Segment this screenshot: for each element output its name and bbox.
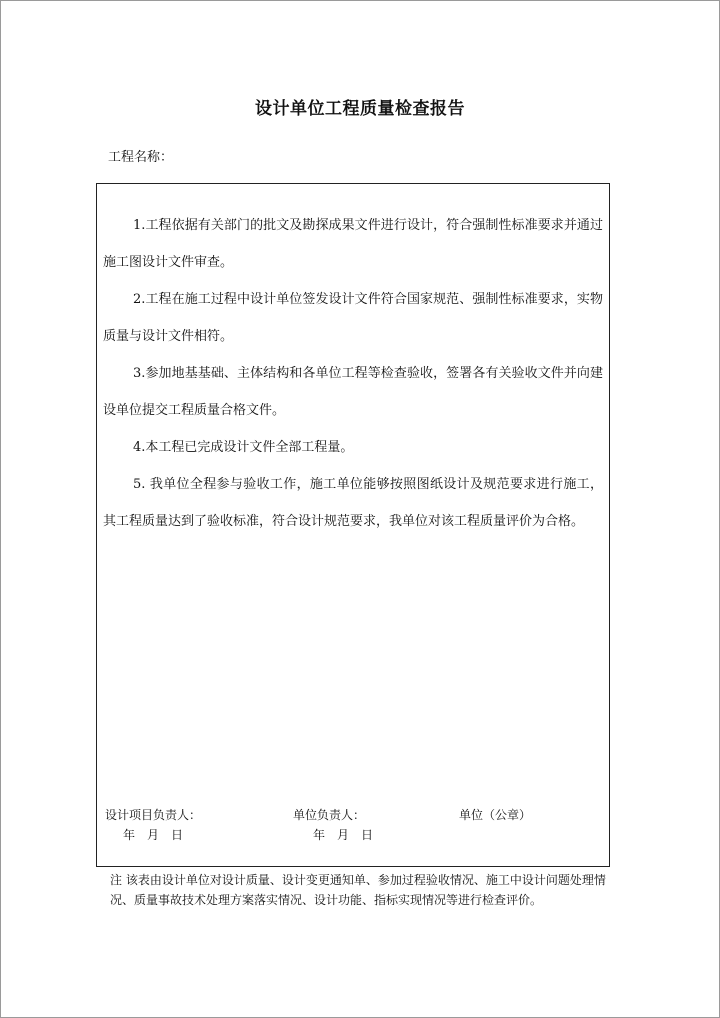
project-lead-label: 设计项目负责人： — [105, 808, 202, 822]
date-right: 年 月 日 — [313, 828, 374, 842]
inspection-item-4: 4.本工程已完成设计文件全部工程量。 — [133, 440, 354, 455]
inspection-item-2: 2.工程在施工过程中设计单位签发设计文件符合国家规范、强制性标准要求，实物质量与设计文件相符。 — [103, 292, 603, 344]
unit-seal-label: 单位（公章） — [459, 808, 532, 822]
report-content-box — [96, 183, 610, 867]
inspection-item-1: 1.工程依据有关部门的批文及勘探成果文件进行设计，符合强制性标准要求并通过施工图设计文件审查。 — [103, 218, 603, 270]
project-name-label: 工程名称： — [108, 150, 174, 165]
unit-lead-label: 单位负责人： — [293, 808, 366, 822]
inspection-item-5: 5. 我单位全程参与验收工作，施工单位能够按照图纸设计及规范要求进行施工，其工程质量达到了验收标准，符合设计规范要求，我单位对该工程质量评价为合格。 — [103, 477, 603, 529]
footnote: 注 该表由设计单位对设计质量、设计变更通知单、参加过程验收情况、施工中设计问题处理情况、质量事故技术处理方案落实情况、设计功能、指标实现情况等进行检查评价。 — [110, 873, 606, 907]
document-title: 设计单位工程质量检查报告 — [255, 99, 465, 119]
inspection-items — [103, 207, 603, 540]
date-left: 年 月 日 — [123, 828, 184, 842]
inspection-item-3: 3.参加地基基础、主体结构和各单位工程等检查验收，签署各有关验收文件并向建设单位提交工程质量合格文件。 — [103, 366, 603, 418]
